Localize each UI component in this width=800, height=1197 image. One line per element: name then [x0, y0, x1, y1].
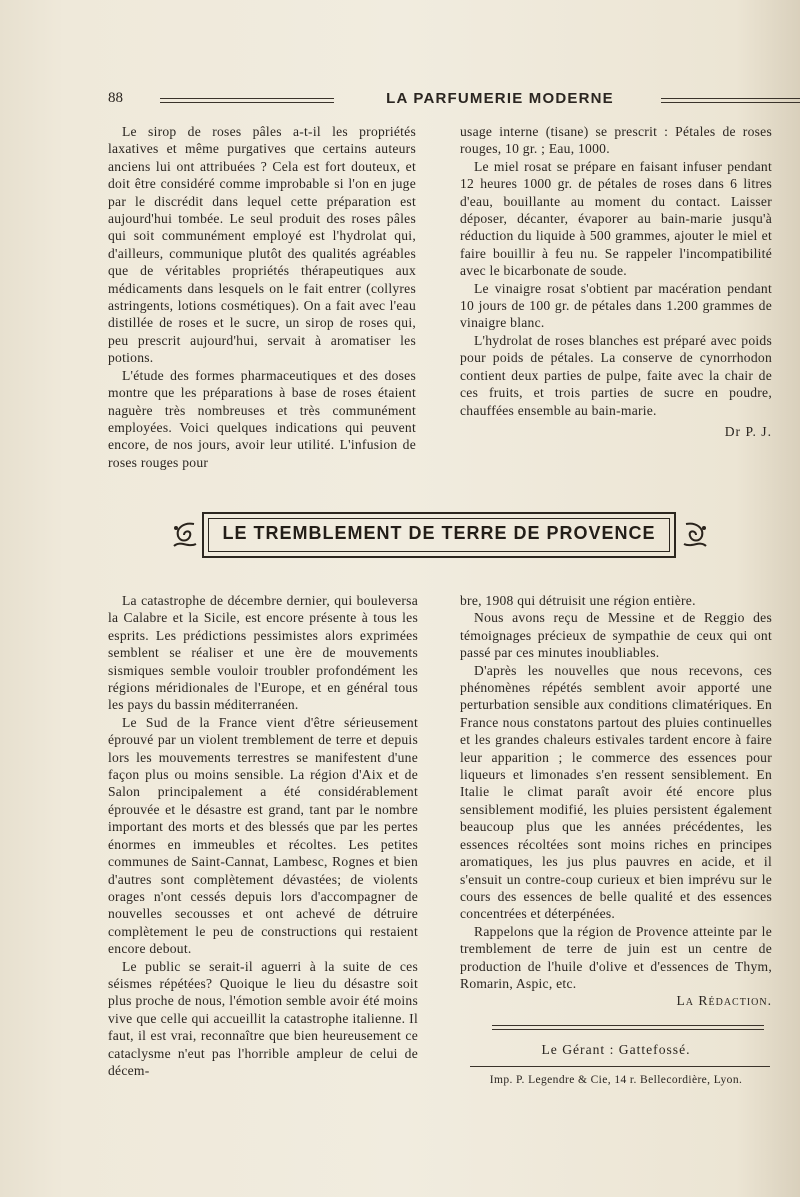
paragraph: Le Sud de la France vient d'être sérieusement éprouvé par un violent tremblement de terre et depuis lors les mouvements terrestres se manifestent d'une façon plus ou moins sensible. La région d'Aix et de Salon principalement a été considérablement éprouvée et le désastre est grand, tant par le nombre important des morts et des blessés que par les pertes énormes en immeubles et récoltes. Les petites communes de Saint-Cannat, Lambesc, Rognes et bien d'autres sont complètement dévastées; de violents orages n'ont cessés depuis lors d'accompagner de nouvelles secousses et ont achevé de détruire complètement le peu de constructions qui restaient encore debout.: [108, 714, 418, 957]
paragraph: Le vinaigre rosat s'obtient par macération pendant 10 jours de 100 gr. de pétales dans 1.200 grammes de vinaigre blanc.: [460, 280, 772, 331]
footer-rule: [470, 1066, 770, 1067]
paragraph: Nous avons reçu de Messine et de Reggio des témoignages précieux de sympathie de ceux qui ont passé par ces minutes inoubliables.: [460, 610, 772, 661]
section-title-frame: [202, 512, 676, 558]
article2-signature: La Rédaction.: [676, 993, 772, 1009]
section-title: LE TREMBLEMENT DE TERRE DE PROVENCE: [222, 523, 656, 543]
article2-column-right: [460, 592, 772, 1010]
header-rule-right: [661, 98, 800, 103]
paragraph: Le public se serait-il aguerri à la suite de ces séismes répétées? Quoique le lieu du désastre soit plus proche de nous, l'émotion semble avoir été moins vive que celle qui accueillit la catastrophe italienne. Il faut, il est vrai, reconnaître que bien heureusement ce cataclysme n'eut pas l'horrible ampleur de celui de décem-: [108, 958, 418, 1078]
page-number: 88: [108, 90, 123, 106]
paragraph: bre, 1908 qui détruisit une région entière.: [460, 593, 696, 608]
printer-imprint: Imp. P. Legendre & Cie, 14 r. Bellecordière, Lyon.: [489, 1074, 743, 1086]
page-header: [108, 90, 772, 110]
footer-separator: [492, 1025, 764, 1030]
article1-signature: Dr P. J.: [724, 423, 772, 439]
journal-title: LA PARFUMERIE MODERNE: [386, 90, 614, 107]
paragraph: La catastrophe de décembre dernier, qui bouleversa la Calabre et la Sicile, est encore présente à tous les esprits. Les prédictions pessimistes alors exprimées semblent se réaliser et une ère de mouvements sismiques semble vouloir troubler profondément les régions méridionales de l'Europe, et en général tous les pays du bassin méditerranéen.: [108, 593, 418, 713]
paragraph: Le sirop de roses pâles a-t-il les propriétés laxatives et même purgatives que certains auteurs anciens lui ont attribuées ? Cela est fort douteux, et doit être considéré comme improbable si l'on en juge par le discrédit dans lequel cette préparation est aujourd'hui tombée. Le seul produit des roses pâles qui soit communément employé est l'hydrolat qui, d'ailleurs, communique plutôt des qualités agréables que de véritables propriétés thérapeutiques aux médicaments dans lesquels on le fait entrer (collyres astringents, lotions cosmétiques). On a fait avec l'eau distillée de roses et le sucre, un sirop de roses qui, peu prescrit aujourd'hui, servait à aromatiser les potions.: [108, 124, 416, 366]
article2-column-left: [108, 592, 418, 1079]
paragraph: L'étude des formes pharmaceutiques et des doses montre que les préparations à base de roses étaient naguère très nombreuses et très communément employées. Voici quelques indications qui peuvent encore, de nos jours, avoir leur utilité. L'infusion de roses rouges pour: [108, 367, 416, 470]
article1-column-right: [460, 123, 772, 440]
paragraph: usage interne (tisane) se prescrit : Pétales de roses rouges, 10 gr. ; Eau, 1000.: [460, 124, 772, 157]
paragraph: L'hydrolat de roses blanches est préparé avec poids pour poids de pétales. La conserve de cynorrhodon contient deux parties de pulpe, faite avec la chair de ces fruits, et trois parties de sucre en poudre, chauffées ensemble au bain-marie.: [460, 332, 772, 418]
paragraph: Rappelons que la région de Provence atteinte par le tremblement de terre de juin est un centre de production de l'huile d'olive et d'essences de Thym, Romarin, Aspic, etc.: [460, 923, 772, 991]
header-rule-left: [160, 98, 334, 103]
paragraph: D'après les nouvelles que nous recevons, ces phénomènes répétés semblent avoir apporté une perturbation sensible aux conditions climatériques. En France nous constatons partout des pluies continuelles et les grandes chaleurs estivales tardent encore à faire leur apparition ; le commerce des essences pour liqueurs et limonades s'en ressent sensiblement. En Italie le climat paraît avoir été encore plus sensiblement modifié, les pluies persistent également beaucoup plus que les années précédentes, les essences récoltées sont moins riches en principes aromatiques, les jus plus pauvres en acide, et il s'ensuit un contre-coup curieux et bien imprévu sur le cours des essences de belle qualité et des essences concentrées et déterpénées.: [460, 662, 772, 922]
fleuron-ornament-icon: [170, 518, 198, 552]
paragraph: Le miel rosat se prépare en faisant infuser pendant 12 heures 1000 gr. de pétales de roses dans 6 litres d'eau, bouillante au moment du contact. Laisser déposer, décanter, évaporer au bain-marie jusqu'à réduction du liquide à 500 grammes, ajouter le miel et faire bouillir à feu nu. Se rappeler l'incompatibilité avec le bicarbonate de soude.: [460, 158, 772, 279]
gerant-line: Le Gérant : Gattefossé.: [541, 1042, 691, 1057]
article1-column-left: [108, 123, 416, 471]
fleuron-ornament-icon: [682, 518, 710, 552]
